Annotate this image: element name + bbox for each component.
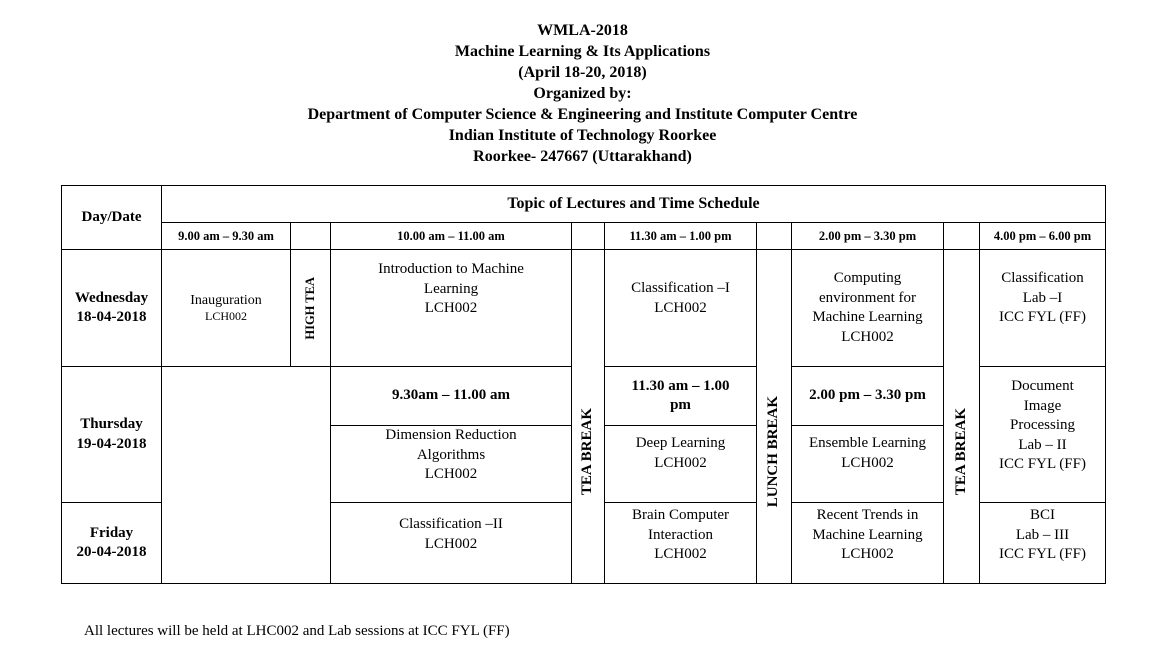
day-name: Wednesday: [74, 289, 149, 306]
session-title: Computing: [833, 270, 902, 286]
session-room: LCH002: [424, 466, 478, 482]
session-title: Lab – III: [1015, 526, 1070, 543]
session-title: Machine Learning: [812, 309, 923, 325]
session-room: LCH002: [205, 308, 247, 323]
time-slot-header: [980, 223, 1105, 249]
topic-header: [162, 186, 1105, 222]
session-room: LCH002: [424, 535, 478, 552]
schedule-table: [61, 185, 1106, 584]
time-slot-header: [605, 223, 756, 249]
session-room: ICC FYL (FF): [999, 546, 1086, 562]
event-title: WMLA-2018: [537, 22, 628, 39]
high-tea-label: HIGH TEA: [303, 276, 317, 340]
session-title: environment for: [818, 289, 917, 306]
day-name: Thursday: [80, 416, 143, 432]
session-title: Dimension Reduction: [385, 427, 517, 443]
session-room: LCH002: [841, 546, 894, 562]
day-name: Friday: [89, 524, 134, 541]
session-classification-2: [331, 503, 571, 583]
session-title: Classification: [1001, 270, 1084, 286]
session-title: Processing: [1010, 417, 1075, 433]
session-title: Recent Trends in: [816, 507, 919, 523]
session-title: Ensemble Learning: [808, 435, 927, 451]
session-bci-lab-3: [980, 503, 1105, 583]
tea-break-label: TEA BREAK: [579, 407, 596, 496]
topic-header-text: Topic of Lectures and Time Schedule: [507, 195, 760, 213]
time-slot-header: [331, 223, 571, 249]
session-inauguration: [162, 250, 290, 366]
day-date: 18-04-2018: [76, 309, 147, 325]
session-title: Machine Learning: [812, 526, 923, 543]
day-cell-thursday: [62, 367, 161, 502]
session-bci: [605, 503, 756, 583]
event-subtitle: Machine Learning & Its Applications: [454, 43, 711, 60]
time-slot-text: 4.00 pm – 6.00 pm: [993, 228, 1092, 243]
session-ensemble-learning: [792, 426, 943, 502]
tea-break-label: TEA BREAK: [952, 407, 969, 496]
session-title: BCI: [1029, 507, 1055, 523]
session-title: Deep Learning: [635, 435, 726, 451]
session-classification-1: [605, 250, 756, 366]
time-slot-override: [605, 367, 756, 425]
session-title: Introduction to Machine: [378, 261, 524, 277]
document-header: [0, 20, 1165, 167]
day-cell-wednesday: [62, 250, 161, 366]
tea-break-morning: [572, 250, 604, 583]
day-date-header-text: Day/Date: [81, 208, 142, 225]
session-dimension-reduction: [331, 426, 571, 502]
session-room: LCH002: [841, 328, 894, 345]
high-tea-break: [291, 250, 330, 366]
session-room: LCH002: [654, 299, 707, 316]
session-document-image-lab-2: [980, 367, 1105, 502]
time-slot-text: 2.00 pm – 3.30 pm: [818, 228, 917, 243]
session-title: Classification –II: [399, 516, 503, 532]
time-slot-override: [331, 367, 571, 425]
session-title: Lab – II: [1018, 436, 1067, 453]
session-title: Algorithms: [416, 446, 486, 463]
session-title: Image: [1023, 397, 1062, 414]
session-title: Lab –I: [1022, 289, 1063, 306]
time-slot-header: [792, 223, 943, 249]
session-title: Learning: [423, 280, 479, 297]
organizer-institute: Indian Institute of Technology Roorkee: [448, 127, 717, 144]
time-slot-header: [162, 223, 290, 249]
session-deep-learning: [605, 426, 756, 502]
tea-break-evening: [944, 250, 979, 583]
session-room: LCH002: [654, 546, 707, 562]
session-title: Inauguration: [190, 292, 262, 308]
time-slot-text: 10.00 am – 11.00 am: [397, 228, 505, 243]
session-title: Interaction: [648, 526, 713, 543]
day-date: 20-04-2018: [76, 544, 147, 560]
organizer-department: Department of Computer Science & Engineering and Institute Computer Centre: [307, 106, 858, 123]
footer-note: All lectures will be held at LHC002 and Lab sessions at ICC FYL (FF): [84, 623, 510, 639]
organizer-address: Roorkee- 247667 (Uttarakhand): [473, 148, 692, 165]
session-recent-trends: [792, 503, 943, 583]
day-date: 19-04-2018: [76, 435, 147, 452]
session-room: ICC FYL (FF): [999, 456, 1086, 472]
session-room: LCH002: [654, 454, 707, 471]
session-computing-env: [792, 250, 943, 366]
time-slot-text: 9.00 am – 9.30 am: [178, 228, 274, 243]
session-title: Brain Computer: [631, 507, 730, 523]
lunch-break: [757, 250, 791, 583]
day-cell-friday: [62, 503, 161, 583]
lunch-break-label: LUNCH BREAK: [765, 395, 782, 508]
time-slot-text: 11.30 am – 1.00 pm: [631, 377, 730, 413]
session-title: Classification –I: [631, 280, 730, 296]
session-room: LCH002: [841, 454, 894, 471]
event-dates: (April 18-20, 2018): [518, 64, 647, 81]
time-slot-override: [792, 367, 943, 425]
time-slot-text: 9.30am – 11.00 am: [392, 387, 510, 404]
day-date-header: [62, 186, 161, 249]
time-slot-text: 2.00 pm – 3.30 pm: [809, 387, 926, 404]
session-room: LCH002: [424, 300, 478, 316]
session-intro-ml: [331, 250, 571, 366]
session-title: Document: [1011, 378, 1074, 394]
session-room: ICC FYL (FF): [999, 309, 1086, 325]
organized-by-label: Organized by:: [533, 85, 632, 102]
time-slot-text: 11.30 am – 1.00 pm: [629, 228, 732, 243]
session-classification-lab-1: [980, 250, 1105, 366]
